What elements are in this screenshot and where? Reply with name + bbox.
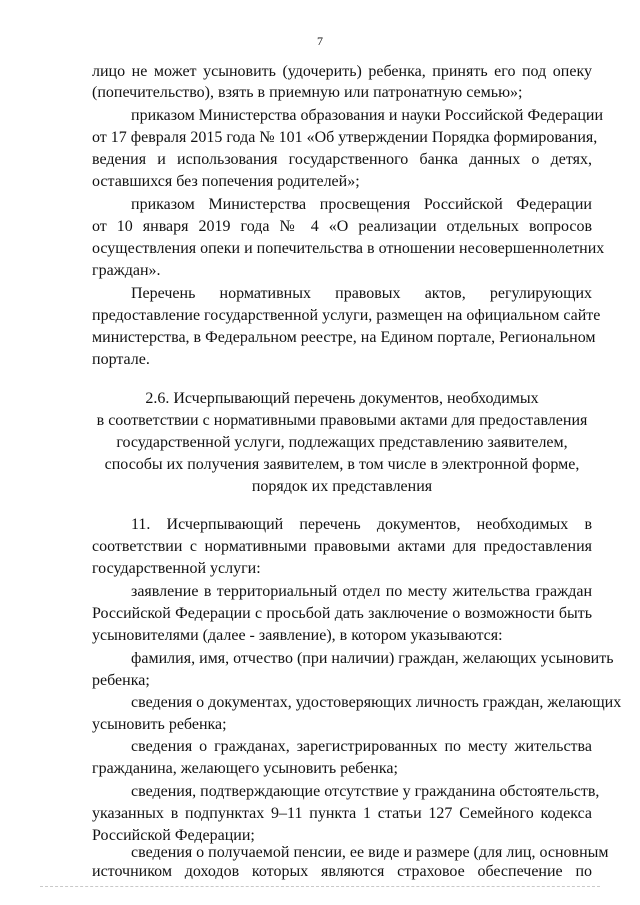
text-line: (попечительство), взять в приемную или патронатную семью»; — [92, 84, 523, 101]
text-line: портале. — [92, 351, 150, 368]
text-line: приказом Министерства образования и науки Российской Федерации — [131, 107, 604, 124]
text-line: министерства, в Федеральном реестре, на Едином портале, Региональном — [92, 329, 596, 346]
section-heading-line: в соответствии с нормативными правовыми актами для предоставления — [96, 412, 588, 429]
text-line: соответствии с нормативными правовыми актами для предоставления — [92, 538, 592, 555]
section-heading-line: способы их получения заявителем, в том числе в электронной форме, — [104, 456, 580, 473]
text-line: ребенка; — [92, 672, 150, 689]
text-line: предоставление государственной услуги, размещен на официальном сайте — [92, 307, 601, 324]
text-line: усыновителями (далее - заявление), в котором указываются: — [92, 627, 503, 644]
text-line: усыновить ребенка; — [92, 716, 227, 733]
text-line: сведения о гражданах, зарегистрированных по месту жительства — [131, 738, 592, 755]
text-line: указанных в подпунктах 9–11 пункта 1 статьи 127 Семейного кодекса — [92, 805, 592, 822]
section-heading-line: 2.6. Исчерпывающий перечень документов, необходимых — [145, 390, 539, 407]
text-line: приказом Министерства просвещения Российской Федерации — [131, 196, 592, 213]
text-line: сведения о получаемой пенсии, ее виде и размере (для лиц, основным — [131, 844, 609, 861]
text-line: государственной услуги: — [92, 560, 261, 577]
text-line: заявление в территориальный отдел по месту жительства граждан — [131, 583, 592, 600]
text-line: ведения и использования государственного банка данных о детях, — [92, 151, 592, 168]
text-line: оставшихся без попечения родителей»; — [92, 173, 360, 190]
footer-rule — [40, 886, 600, 887]
section-heading-line: государственной услуги, подлежащих представлению заявителем, — [116, 434, 568, 451]
text-line: граждан». — [92, 262, 161, 279]
text-line: фамилия, имя, отчество (при наличии) граждан, желающих усыновить — [131, 650, 614, 667]
text-line: от 17 февраля 2015 года № 101 «Об утверждении Порядка формирования, — [92, 129, 598, 146]
text-line: гражданина, желающего усыновить ребенка; — [92, 760, 398, 777]
text-line: сведения, подтверждающие отсутствие у гражданина обстоятельств, — [131, 783, 600, 800]
section-heading-line: порядок их представления — [251, 478, 433, 495]
text-line: осуществления опеки и попечительства в отношении несовершеннолетних — [92, 240, 605, 257]
text-line: 11. Исчерпывающий перечень документов, необходимых в — [131, 516, 592, 533]
text-line: лицо не может усыновить (удочерить) ребенка, принять его под опеку — [92, 63, 592, 80]
page-number: 7 — [317, 34, 323, 48]
text-line: Перечень нормативных правовых актов, регулирующих — [131, 285, 592, 302]
text-line: сведения о документах, удостоверяющих личность граждан, желающих — [131, 694, 622, 711]
text-line: источником доходов которых являются страховое обеспечение по — [92, 863, 592, 880]
text-line: Российской Федерации; — [92, 827, 255, 844]
text-line: Российской Федерации с просьбой дать заключение о возможности быть — [92, 605, 592, 622]
text-line: от 10 января 2019 года № 4 «О реализации отдельных вопросов — [92, 218, 592, 235]
